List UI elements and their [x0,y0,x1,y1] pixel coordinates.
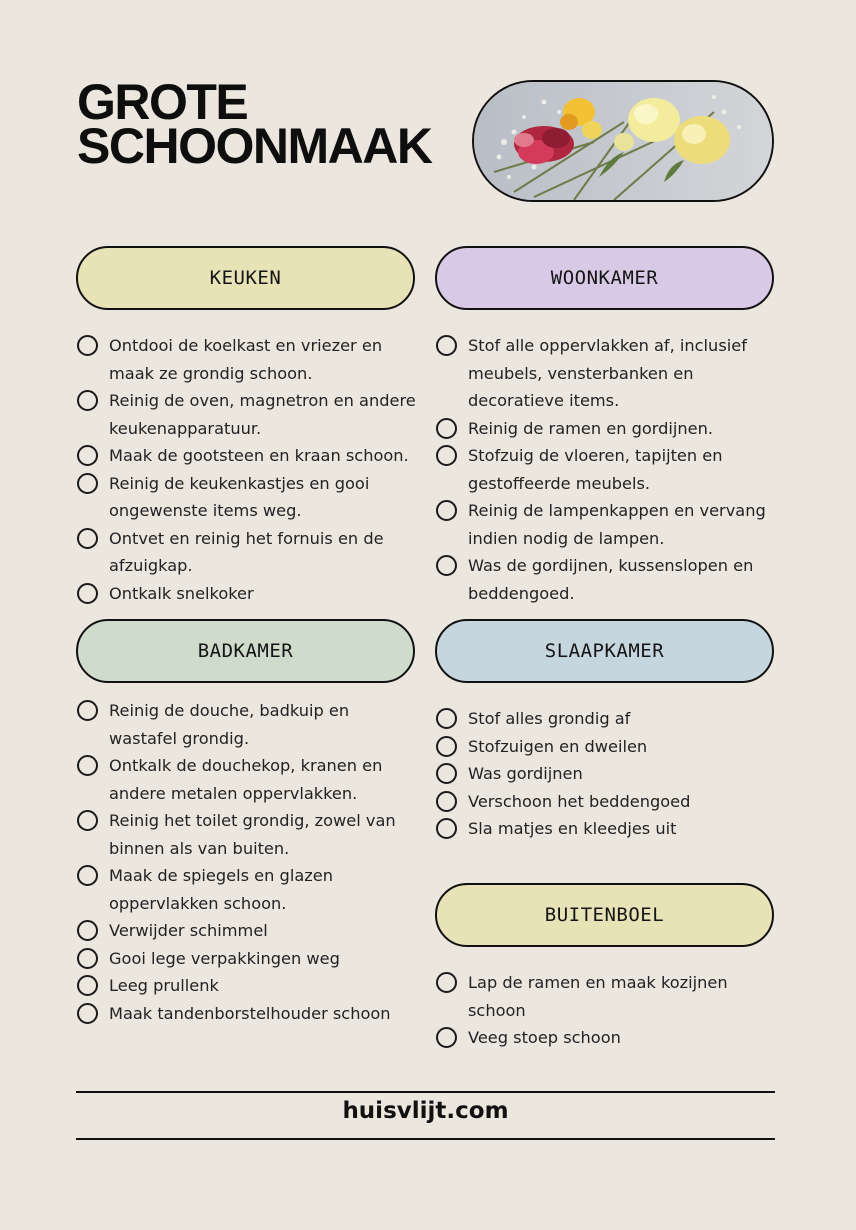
section-header-slaapkamer: SLAAPKAMER [435,619,774,683]
checkbox-circle-icon[interactable] [77,1003,98,1024]
checklist-item-text: Maak de spiegels en glazen oppervlakken schoon. [109,866,333,913]
checklist-item-text: Lap de ramen en maak kozijnen schoon [468,973,728,1020]
checkbox-circle-icon[interactable] [77,755,98,776]
checklist-badkamer [76,697,421,1027]
checklist-item [76,972,421,1000]
checklist-item [76,1000,421,1028]
checkbox-circle-icon[interactable] [77,975,98,996]
checkbox-circle-icon[interactable] [436,708,457,729]
checklist-item [435,415,780,443]
checklist-item [435,497,780,552]
section-header-badkamer: BADKAMER [76,619,415,683]
section-header-buitenboel: BUITENBOEL [435,883,774,947]
checkbox-circle-icon[interactable] [77,473,98,494]
checklist-item [76,580,421,608]
checklist-woonkamer [435,332,780,607]
checklist-item-text: Stofzuigen en dweilen [468,736,648,756]
checkbox-circle-icon[interactable] [436,763,457,784]
checkbox-circle-icon[interactable] [77,810,98,831]
checklist-item [76,332,421,387]
checklist-item-text: Was de gordijnen, kussenslopen en beddengoed. [468,556,754,603]
checklist-item-text: Ontkalk snelkoker [109,583,254,603]
checkbox-circle-icon[interactable] [436,736,457,757]
checklist-item-text: Verwijder schimmel [109,921,268,940]
title-line-2: SCHOONMAAK [77,118,432,174]
checklist-item [76,752,421,807]
checklist-item [76,862,421,917]
checklist-buitenboel [435,969,780,1052]
checkbox-circle-icon[interactable] [436,791,457,812]
checkbox-circle-icon[interactable] [436,335,457,356]
checkbox-circle-icon[interactable] [77,948,98,969]
checklist-item [435,815,780,843]
checklist-item-text: Reinig het toilet grondig, zowel van binnen als van buiten. [109,811,396,858]
section-keuken [76,246,416,603]
checkbox-circle-icon[interactable] [436,445,457,466]
footer-site: huisvlijt.com [342,1098,509,1124]
checkbox-circle-icon[interactable] [77,445,98,466]
checklist-item [435,332,780,415]
checklist-item [76,697,421,752]
checklist-keuken [76,332,421,607]
checklist-item [435,733,780,761]
checklist-item [435,760,780,788]
checklist-item [76,945,421,973]
section-buitenboel [435,883,774,1047]
page-title [77,74,432,174]
checklist-item [76,807,421,862]
checkbox-circle-icon[interactable] [436,418,457,439]
flower-photo [472,80,774,202]
checklist-item-text: Stof alles grondig af [468,709,631,728]
checklist-item [435,788,780,816]
checklist-item-text: Gooi lege verpakkingen weg [109,948,340,968]
checklist-item-text: Reinig de keukenkastjes en gooi ongewenste items weg. [109,473,370,520]
checklist-item-text: Veeg stoep schoon [468,1028,621,1047]
checklist-item [435,705,780,733]
checklist-item-text: Reinig de lampenkappen en vervang indien nodig de lampen. [468,501,766,548]
checklist-item-text: Maak de gootsteen en kraan schoon. [109,446,409,465]
checkbox-circle-icon[interactable] [436,500,457,521]
checklist-item [76,917,421,945]
checklist-slaapkamer [435,705,780,843]
section-slaapkamer [435,619,774,838]
checkbox-circle-icon[interactable] [77,390,98,411]
checklist-item [76,387,421,442]
checklist-item-text: Was gordijnen [468,764,583,783]
checklist-item [435,552,780,607]
checklist-item-text: Verschoon het beddengoed [468,791,691,811]
checkbox-circle-icon[interactable] [77,700,98,721]
checkbox-circle-icon[interactable] [436,1027,457,1048]
checklist-item-text: Ontkalk de douchekop, kranen en andere metalen oppervlakken. [109,756,383,803]
checklist-item-text: Leeg prullenk [109,976,219,995]
checklist-item [76,525,421,580]
section-header-woonkamer: WOONKAMER [435,246,774,310]
title-line-1: GROTE [77,74,248,130]
checkbox-circle-icon[interactable] [77,920,98,941]
checklist-item-text: Reinig de oven, magnetron en andere keukenapparatuur. [109,391,416,438]
checklist-item [435,442,780,497]
checklist-item-text: Stofzuig de vloeren, tapijten en gestoffeerde meubels. [468,446,723,493]
section-header-keuken: KEUKEN [76,246,415,310]
checklist-item-text: Ontdooi de koelkast en vriezer en maak ze grondig schoon. [109,336,383,383]
checkbox-circle-icon[interactable] [436,818,457,839]
checklist-item [435,1024,780,1052]
checklist-item-text: Sla matjes en kleedjes uit [468,819,677,838]
checklist-item [76,470,421,525]
checkbox-circle-icon[interactable] [77,583,98,604]
checklist-item [76,442,421,470]
section-woonkamer [435,246,774,603]
footer-bottom-rule [76,1138,775,1140]
section-badkamer [76,619,415,1023]
checklist-item-text: Stof alle oppervlakken af, inclusief meubels, vensterbanken en decoratieve items. [468,336,747,410]
checkbox-circle-icon[interactable] [77,335,98,356]
checklist-item-text: Maak tandenborstelhouder schoon [109,1003,391,1023]
checklist-item-text: Ontvet en reinig het fornuis en de afzuigkap. [109,528,384,575]
checkbox-circle-icon[interactable] [436,972,457,993]
flower-bouquet-image [474,82,772,200]
checkbox-circle-icon[interactable] [77,528,98,549]
checklist-item-text: Reinig de douche, badkuip en wastafel grondig. [109,701,350,748]
checklist-item [435,969,780,1024]
checklist-item-text: Reinig de ramen en gordijnen. [468,418,714,438]
checkbox-circle-icon[interactable] [77,865,98,886]
checkbox-circle-icon[interactable] [436,555,457,576]
